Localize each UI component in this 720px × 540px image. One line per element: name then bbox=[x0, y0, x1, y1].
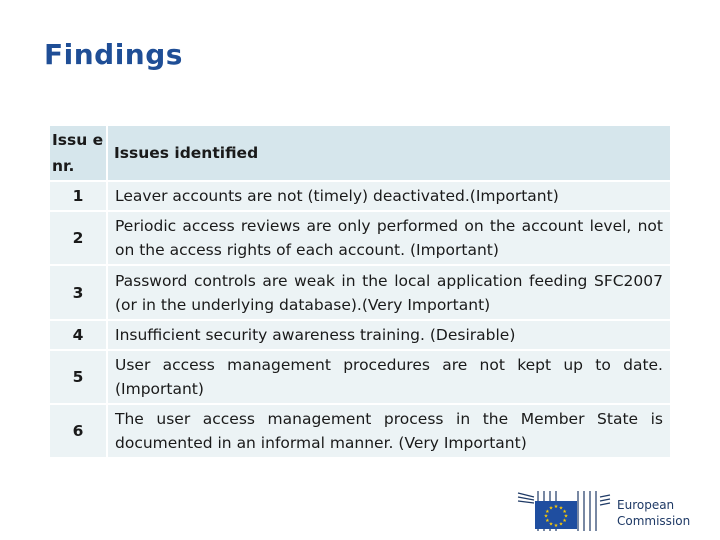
issue-number: 1 bbox=[49, 181, 107, 211]
svg-text:★: ★ bbox=[543, 513, 549, 520]
issue-text: Insufficient security awareness training. (Desirable) bbox=[107, 320, 671, 350]
issue-text: Periodic access reviews are only performed on the account level, not on the access rights of each account. (Important) bbox=[107, 211, 671, 265]
table-row bbox=[49, 320, 671, 350]
issue-number: 5 bbox=[49, 350, 107, 404]
table-row bbox=[49, 265, 671, 320]
svg-text:★: ★ bbox=[545, 509, 550, 515]
issue-text: User access management procedures are not kept up to date. (Important) bbox=[107, 350, 671, 404]
table-row bbox=[49, 404, 671, 458]
issue-text: Password controls are weak in the local application feeding SFC2007 (or in the underlying database).(Very Important) bbox=[107, 265, 671, 320]
issue-number: 3 bbox=[49, 265, 107, 320]
logo-line-commission: Commission bbox=[617, 514, 691, 528]
issue-number: 6 bbox=[49, 404, 107, 458]
logo-text bbox=[617, 497, 690, 529]
svg-text:★: ★ bbox=[548, 505, 554, 512]
svg-text:★: ★ bbox=[558, 505, 564, 512]
svg-text:★: ★ bbox=[553, 504, 559, 510]
page-title: Findings bbox=[44, 38, 183, 71]
findings-table bbox=[48, 124, 672, 459]
svg-text:★: ★ bbox=[553, 523, 559, 529]
table-row bbox=[49, 350, 671, 404]
svg-text:★: ★ bbox=[548, 521, 554, 528]
table-row bbox=[49, 181, 671, 211]
svg-text:★: ★ bbox=[562, 518, 567, 524]
svg-text:★: ★ bbox=[562, 509, 567, 515]
svg-text:★: ★ bbox=[545, 518, 550, 524]
logo-line-european: European bbox=[617, 498, 675, 512]
ec-emblem-icon bbox=[514, 487, 614, 535]
issue-text: The user access management process in the Member State is documented in an informal manner. (Very Important) bbox=[107, 404, 671, 458]
table-row bbox=[49, 211, 671, 265]
svg-text:★: ★ bbox=[558, 521, 564, 528]
header-issue-number: Issu e nr. bbox=[49, 125, 107, 181]
svg-text:★: ★ bbox=[563, 513, 569, 520]
issue-number: 4 bbox=[49, 320, 107, 350]
header-issues-identified: Issues identified bbox=[107, 125, 671, 181]
issue-number: 2 bbox=[49, 211, 107, 265]
european-commission-logo bbox=[514, 487, 704, 535]
issue-text: Leaver accounts are not (timely) deactivated.(Important) bbox=[107, 181, 671, 211]
table-header-row bbox=[49, 125, 671, 181]
